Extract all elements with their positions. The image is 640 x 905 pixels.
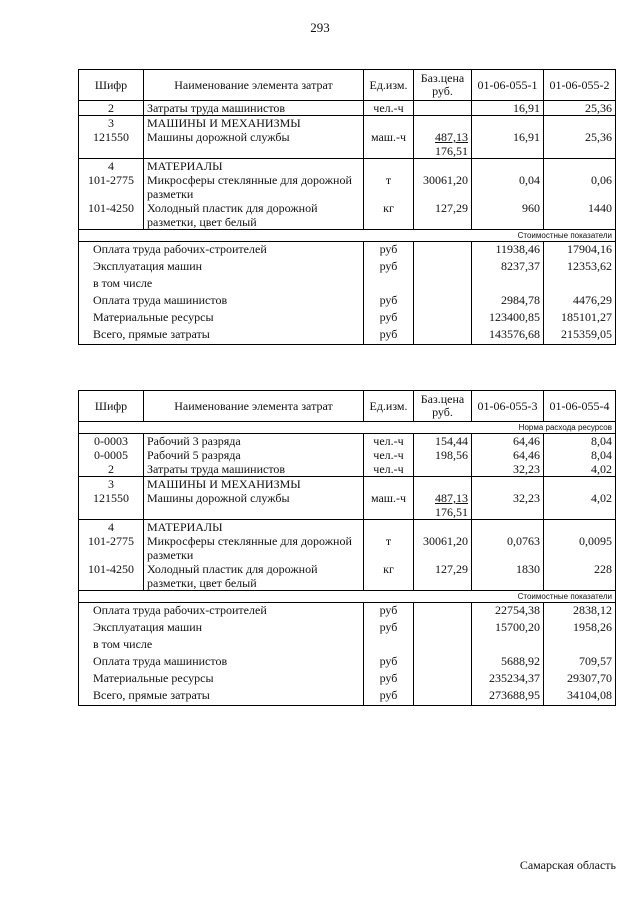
summary-value-2: 215359,05	[544, 327, 616, 345]
table-row	[79, 491, 616, 520]
row-name: Холодный пластик для дорожной разметки, цвет белый	[144, 562, 364, 591]
row-name: Затраты труда машинистов	[144, 462, 364, 477]
summary-empty	[414, 637, 472, 654]
norm-label-row	[79, 422, 616, 434]
table-row	[79, 520, 616, 535]
cost-label: Стоимостные показатели	[79, 591, 616, 603]
table-row	[79, 477, 616, 492]
page-number: 293	[310, 20, 330, 35]
base-price-secondary: 176,51	[435, 505, 468, 519]
cost-label-row	[79, 230, 616, 242]
row-base-price	[414, 491, 472, 520]
row-unit	[364, 116, 414, 131]
summary-row	[79, 293, 616, 310]
table-row	[79, 434, 616, 449]
row-unit: чел.-ч	[364, 434, 414, 449]
table-row	[79, 130, 616, 159]
row-name: Микросферы стеклянные для дорожной разметки	[144, 173, 364, 201]
row-value-1: 32,23	[472, 462, 544, 477]
row-base-price	[414, 101, 472, 116]
summary-row	[79, 671, 616, 688]
base-price-value: 487,13	[435, 130, 468, 144]
row-value-2	[544, 520, 616, 535]
row-base-price: 30061,20	[414, 534, 472, 562]
summary-unit: руб	[364, 327, 414, 345]
summary-row	[79, 620, 616, 637]
row-base-price	[414, 520, 472, 535]
header-name: Наименование элемента затрат	[144, 70, 364, 101]
summary-row	[79, 259, 616, 276]
row-code: 121550	[93, 491, 129, 505]
row-name: Холодный пластик для дорожной разметки, цвет белый	[144, 201, 364, 230]
summary-name: Оплата труда машинистов	[93, 293, 228, 307]
header-base-price: Баз.цена руб.	[414, 391, 472, 422]
cost-label-row	[79, 591, 616, 603]
table-row	[79, 159, 616, 174]
summary-value-2: 29307,70	[544, 671, 616, 688]
summary-row	[79, 310, 616, 327]
row-value-2: 4,02	[544, 462, 616, 477]
table-row	[79, 116, 616, 131]
row-value-1: 64,46	[472, 434, 544, 449]
row-unit	[364, 159, 414, 174]
summary-row	[79, 327, 616, 345]
row-unit: маш.-ч	[364, 491, 414, 520]
summary-name: Оплата труда рабочих-строителей	[93, 603, 267, 617]
row-base-price: 30061,20	[414, 173, 472, 201]
summary-unit: руб	[364, 259, 414, 276]
summary-name: Материальные ресурсы	[93, 310, 214, 324]
row-code: 2	[108, 462, 114, 476]
summary-empty	[414, 620, 472, 637]
summary-value-1: 15700,20	[472, 620, 544, 637]
summary-unit: руб	[364, 671, 414, 688]
summary-unit: руб	[364, 654, 414, 671]
summary-value-2: 12353,62	[544, 259, 616, 276]
summary-name: в том числе	[93, 637, 153, 651]
row-unit	[364, 520, 414, 535]
summary-value-1: 2984,78	[472, 293, 544, 310]
row-value-1	[472, 520, 544, 535]
header-code: Шифр	[79, 70, 144, 101]
header-col2: 01-06-055-2	[544, 70, 616, 101]
summary-value-1: 22754,38	[472, 603, 544, 621]
summary-unit: руб	[364, 620, 414, 637]
row-value-1: 32,23	[472, 491, 544, 520]
summary-empty	[414, 293, 472, 310]
row-value-1: 0,0763	[472, 534, 544, 562]
summary-name: Оплата труда рабочих-строителей	[93, 242, 267, 256]
summary-empty	[414, 259, 472, 276]
summary-name: Материальные ресурсы	[93, 671, 214, 685]
summary-value-1: 143576,68	[472, 327, 544, 345]
row-value-2: 4,02	[544, 491, 616, 520]
summary-empty	[414, 688, 472, 706]
summary-value-2: 34104,08	[544, 688, 616, 706]
header-unit: Ед.изм.	[364, 70, 414, 101]
summary-value-1	[472, 637, 544, 654]
row-name: Машины дорожной службы	[144, 130, 364, 159]
row-name: Рабочий 5 разряда	[144, 448, 364, 462]
summary-body	[79, 230, 616, 345]
row-value-2: 0,0095	[544, 534, 616, 562]
summary-empty	[414, 276, 472, 293]
summary-value-1	[472, 276, 544, 293]
row-base-price: 127,29	[414, 562, 472, 591]
row-value-2	[544, 116, 616, 131]
row-value-1: 0,04	[472, 173, 544, 201]
row-code: 0-0005	[94, 448, 128, 462]
row-unit: чел.-ч	[364, 462, 414, 477]
row-value-1	[472, 159, 544, 174]
norm-label: Норма расхода ресурсов	[79, 422, 616, 434]
table-row	[79, 462, 616, 477]
table-row	[79, 448, 616, 462]
row-name: МАШИНЫ И МЕХАНИЗМЫ	[144, 477, 364, 492]
summary-name: Всего, прямые затраты	[93, 688, 210, 702]
summary-name: Эксплуатация машин	[93, 259, 203, 273]
row-value-2: 25,36	[544, 101, 616, 116]
row-value-2: 8,04	[544, 434, 616, 449]
row-base-price: 154,44	[414, 434, 472, 449]
summary-row	[79, 242, 616, 260]
summary-value-2	[544, 637, 616, 654]
row-value-2: 1440	[544, 201, 616, 230]
row-code: 101-4250	[88, 201, 134, 215]
summary-row	[79, 637, 616, 654]
row-value-2: 8,04	[544, 448, 616, 462]
row-value-1	[472, 116, 544, 131]
row-code: 4	[79, 520, 144, 535]
summary-body	[79, 591, 616, 706]
summary-empty	[414, 327, 472, 345]
row-name: Микросферы стеклянные для дорожной разметки	[144, 534, 364, 562]
summary-value-1: 8237,37	[472, 259, 544, 276]
row-name: МАТЕРИАЛЫ	[144, 520, 364, 535]
cost-label: Стоимостные показатели	[79, 230, 616, 242]
footer-region: Самарская область	[519, 858, 616, 872]
summary-value-2: 709,57	[544, 654, 616, 671]
row-value-1: 16,91	[472, 101, 544, 116]
summary-empty	[414, 603, 472, 621]
header-base-price: Баз.цена руб.	[414, 70, 472, 101]
row-code: 101-2775	[88, 173, 134, 187]
summary-unit: руб	[364, 242, 414, 260]
row-code: 2	[108, 101, 114, 115]
resource-table-2	[78, 390, 616, 706]
row-base-price	[414, 477, 472, 492]
row-unit: кг	[364, 562, 414, 591]
summary-row	[79, 688, 616, 706]
row-value-2: 228	[544, 562, 616, 591]
row-unit: чел.-ч	[364, 448, 414, 462]
row-value-2: 25,36	[544, 130, 616, 159]
summary-unit: руб	[364, 688, 414, 706]
summary-value-2: 185101,27	[544, 310, 616, 327]
row-base-price	[414, 462, 472, 477]
table-row	[79, 201, 616, 230]
summary-row	[79, 603, 616, 621]
summary-unit	[364, 276, 414, 293]
table-row	[79, 173, 616, 201]
row-unit: т	[364, 173, 414, 201]
summary-unit: руб	[364, 603, 414, 621]
row-unit: маш.-ч	[364, 130, 414, 159]
row-unit: чел.-ч	[364, 101, 414, 116]
resource-table-1	[78, 69, 616, 345]
summary-value-2: 17904,16	[544, 242, 616, 260]
summary-name: Эксплуатация машин	[93, 620, 203, 634]
row-code: 121550	[93, 130, 129, 144]
table-row	[79, 534, 616, 562]
summary-value-2: 2838,12	[544, 603, 616, 621]
summary-empty	[414, 671, 472, 688]
row-name: МАШИНЫ И МЕХАНИЗМЫ	[144, 116, 364, 131]
summary-value-1: 273688,95	[472, 688, 544, 706]
row-unit: т	[364, 534, 414, 562]
summary-row	[79, 276, 616, 293]
summary-value-1: 235234,37	[472, 671, 544, 688]
header-code: Шифр	[79, 391, 144, 422]
row-name: Машины дорожной службы	[144, 491, 364, 520]
row-name: Затраты труда машинистов	[144, 101, 364, 116]
base-price-value: 487,13	[435, 491, 468, 505]
summary-value-2	[544, 276, 616, 293]
base-price-secondary: 176,51	[435, 144, 468, 158]
summary-row	[79, 654, 616, 671]
row-value-1: 16,91	[472, 130, 544, 159]
items-body	[79, 422, 616, 591]
row-base-price	[414, 116, 472, 131]
summary-name: в том числе	[93, 276, 153, 290]
summary-unit	[364, 637, 414, 654]
table-header-row	[79, 70, 616, 101]
row-value-1: 960	[472, 201, 544, 230]
summary-empty	[414, 654, 472, 671]
summary-unit: руб	[364, 310, 414, 327]
header-unit: Ед.изм.	[364, 391, 414, 422]
row-value-1	[472, 477, 544, 492]
header-col1: 01-06-055-3	[472, 391, 544, 422]
row-code: 0-0003	[94, 434, 128, 448]
row-name: МАТЕРИАЛЫ	[144, 159, 364, 174]
row-code: 101-4250	[88, 562, 134, 576]
row-code: 101-2775	[88, 534, 134, 548]
table-row	[79, 562, 616, 591]
summary-value-1: 123400,85	[472, 310, 544, 327]
summary-value-2: 4476,29	[544, 293, 616, 310]
row-value-1: 1830	[472, 562, 544, 591]
row-code: 3	[79, 477, 144, 492]
row-unit: кг	[364, 201, 414, 230]
summary-value-1: 5688,92	[472, 654, 544, 671]
row-name: Рабочий 3 разряда	[144, 434, 364, 449]
header-col2: 01-06-055-4	[544, 391, 616, 422]
row-code: 4	[79, 159, 144, 174]
row-value-2: 0,06	[544, 173, 616, 201]
summary-empty	[414, 310, 472, 327]
row-base-price: 198,56	[414, 448, 472, 462]
summary-name: Всего, прямые затраты	[93, 327, 210, 341]
summary-unit: руб	[364, 293, 414, 310]
summary-value-1: 11938,46	[472, 242, 544, 260]
row-base-price	[414, 130, 472, 159]
table-header-row	[79, 391, 616, 422]
header-col1: 01-06-055-1	[472, 70, 544, 101]
summary-empty	[414, 242, 472, 260]
table-row	[79, 101, 616, 116]
summary-name: Оплата труда машинистов	[93, 654, 228, 668]
row-unit	[364, 477, 414, 492]
row-value-2	[544, 477, 616, 492]
summary-value-2: 1958,26	[544, 620, 616, 637]
row-code: 3	[79, 116, 144, 131]
items-body	[79, 101, 616, 230]
row-base-price	[414, 159, 472, 174]
row-value-1: 64,46	[472, 448, 544, 462]
row-value-2	[544, 159, 616, 174]
row-base-price: 127,29	[414, 201, 472, 230]
header-name: Наименование элемента затрат	[144, 391, 364, 422]
